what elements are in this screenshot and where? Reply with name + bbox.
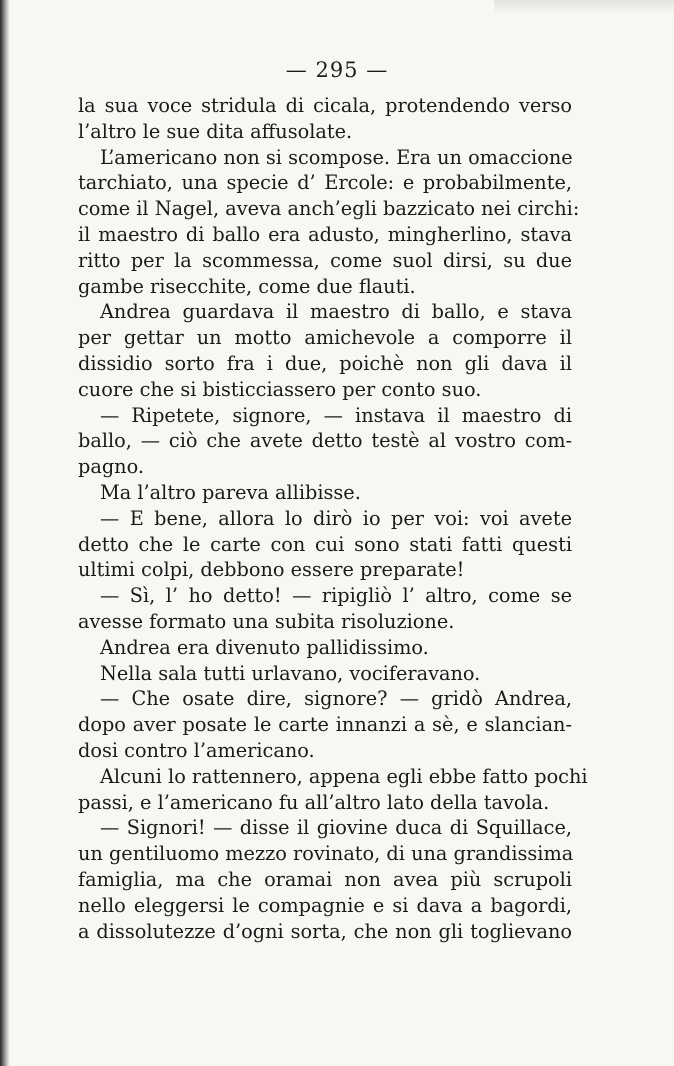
page-top-shading bbox=[494, 0, 674, 14]
text-line: il maestro di ballo era adusto, mingherlino, stava bbox=[78, 222, 572, 246]
text-line: Nella sala tutti urlavano, vociferavano. bbox=[100, 661, 481, 685]
text-line: come il Nagel, aveva anch’egli bazzicato nei circhi: bbox=[78, 197, 580, 221]
text-line: ballo, — ciò che avete detto testè al vostro com- bbox=[78, 429, 572, 453]
page-number: — 295 — bbox=[285, 58, 389, 82]
text-line: ritto per la scommessa, come suol dirsi, su due bbox=[78, 248, 572, 272]
text-line: a dissolutezze d’ogni sorta, che non gli toglievano bbox=[78, 919, 572, 943]
text-line: l’altro le sue dita affusolate. bbox=[78, 119, 353, 143]
text-line: cuore che si bisticciassero per conto suo. bbox=[78, 377, 482, 401]
text-line: Ma l’altro pareva allibisse. bbox=[100, 480, 361, 504]
text-line: dopo aver posate le carte innanzi a sè, e slancian- bbox=[78, 713, 572, 737]
text-line: dissidio sorto fra i due, poichè non gli dava il bbox=[78, 351, 572, 375]
page-binding-edge bbox=[0, 0, 10, 1066]
text-line: ultimi colpi, debbono essere preparate! bbox=[78, 558, 465, 582]
text-line: — Sì, l’ ho detto! — ripigliò l’ altro, come se bbox=[100, 584, 572, 608]
text-line: Andrea era divenuto pallidissimo. bbox=[100, 635, 429, 659]
text-line: avesse formato una subita risoluzione. bbox=[78, 609, 455, 633]
text-line: — Ripetete, signore, — instava il maestro di bbox=[100, 403, 572, 427]
text-line: gambe risecchite, come due flauti. bbox=[78, 274, 416, 298]
text-line: detto che le carte con cui sono stati fatti questi bbox=[78, 532, 572, 556]
text-line: pagno. bbox=[78, 455, 144, 479]
text-line: per gettar un motto amichevole a comporre il bbox=[78, 326, 572, 350]
text-line: dosi contro l’americano. bbox=[78, 738, 315, 762]
body-text bbox=[78, 93, 588, 944]
text-line: famiglia, ma che oramai non avea più scrupoli bbox=[78, 867, 572, 891]
text-line: — Che osate dire, signore? — gridò Andrea, bbox=[100, 687, 572, 711]
text-line: Alcuni lo rattennero, appena egli ebbe fatto pochi bbox=[100, 764, 588, 788]
text-line: la sua voce stridula di cicala, protendendo verso bbox=[78, 94, 572, 117]
text-line: — E bene, allora lo dirò io per voi: voi avete bbox=[100, 506, 572, 530]
text-line: Andrea guardava il maestro di ballo, e stava bbox=[100, 300, 572, 324]
text-line: L’americano non si scompose. Era un omaccione bbox=[100, 145, 573, 169]
text-line: — Signori! — disse il giovine duca di Squillace, bbox=[100, 816, 572, 840]
text-line: nello eleggersi le compagnie e si dava a bagordi, bbox=[78, 893, 572, 917]
text-line: un gentiluomo mezzo rovinato, di una grandissima bbox=[78, 842, 574, 866]
text-line: passi, e l’americano fu all’altro lato della tavola. bbox=[78, 790, 550, 814]
text-line: tarchiato, una specie d’ Ercole: e probabilmente, bbox=[78, 171, 572, 195]
